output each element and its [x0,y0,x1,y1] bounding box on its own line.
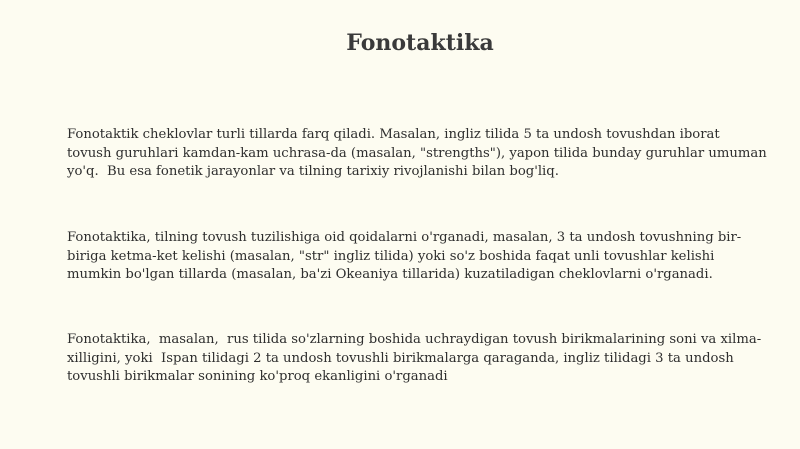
slide-title: Fonotaktika [346,30,494,56]
paragraph-phonotactics-examples: Fonotaktika, masalan, rus tilida so'zlarning boshida uchraydigan tovush birikmalarining soni va xilma-xilligini, yoki Ispan tilidagi 2 ta undosh tovushli birikmalarga qaraganda, ingliz tilidagi 3 ta undosh tovushli birikmalar sonining ko'proq ekanligini o'rganadi [67,332,762,384]
paragraph-phonotactics-definition: Fonotaktika, tilning tovush tuzilishiga oid qoidalarni o'rganadi, masalan, 3 ta undosh tovushning bir-biriga ketma-ket kelishi (masalan, "str" ingliz tilida) yoki so'z boshida faqat unli tovushlar kelishi mumkin bo'lgan tillarda (masalan, ba'zi Okeaniya tillarida) kuzatiladigan cheklovlarni o'rganadi. [67,230,742,282]
paragraph-phonotactic-constraints: Fonotaktik cheklovlar turli tillarda farq qiladi. Masalan, ingliz tilida 5 ta undosh tovushdan iborat tovush guruhlari kamdan-kam uchrasa-da (masalan, "strengths"), yapon tilida bunday guruhlar umuman yo'q. Bu esa fonetik jarayonlar va tilning tarixiy rivojlanishi bilan bog'liq. [67,127,771,179]
